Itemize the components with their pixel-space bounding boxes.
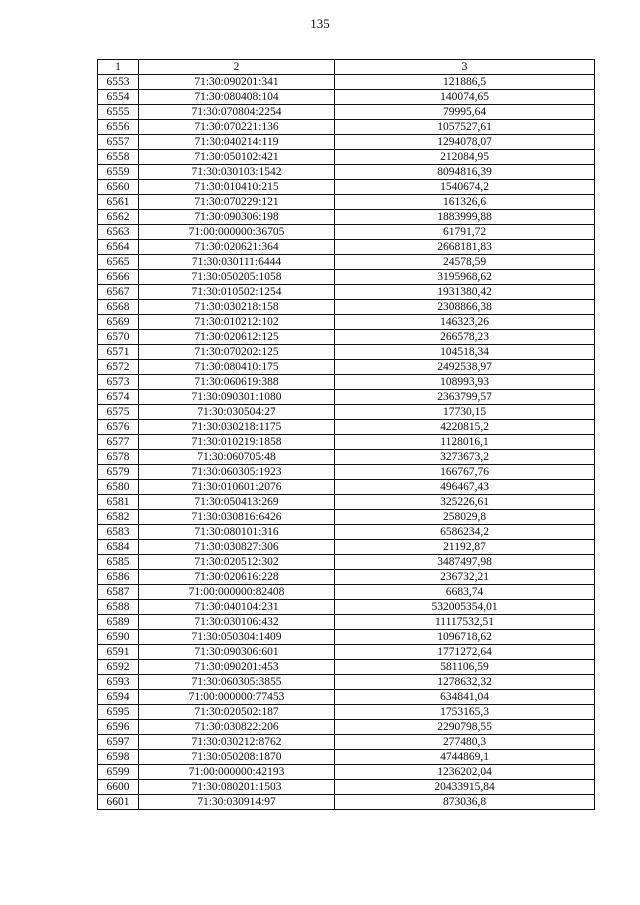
table-row	[98, 795, 595, 810]
value-cell: 1096718,62	[335, 630, 595, 645]
table-row	[98, 390, 595, 405]
table-row	[98, 480, 595, 495]
cadastral-number-cell: 71:00:000000:77453	[139, 690, 335, 705]
cadastral-number-cell: 71:30:030827:306	[139, 540, 335, 555]
row-number-cell: 6593	[98, 675, 139, 690]
cadastral-number-cell: 71:30:040104:231	[139, 600, 335, 615]
row-number-cell: 6585	[98, 555, 139, 570]
row-number-cell: 6595	[98, 705, 139, 720]
table-row	[98, 585, 595, 600]
row-number-cell: 6561	[98, 195, 139, 210]
cadastral-number-cell: 71:30:030504:27	[139, 405, 335, 420]
cadastral-number-cell: 71:30:060305:1923	[139, 465, 335, 480]
value-cell: 79995,64	[335, 105, 595, 120]
table-row	[98, 435, 595, 450]
row-number-cell: 6601	[98, 795, 139, 810]
row-number-cell: 6573	[98, 375, 139, 390]
cadastral-number-cell: 71:30:030218:1175	[139, 420, 335, 435]
value-cell: 24578,59	[335, 255, 595, 270]
table-row	[98, 510, 595, 525]
table-row	[98, 300, 595, 315]
table-row	[98, 90, 595, 105]
value-cell: 277480,3	[335, 735, 595, 750]
table-row	[98, 165, 595, 180]
row-number-cell: 6557	[98, 135, 139, 150]
value-cell: 266578,23	[335, 330, 595, 345]
value-cell: 1883999,88	[335, 210, 595, 225]
table-row	[98, 120, 595, 135]
table-row	[98, 645, 595, 660]
table-row	[98, 345, 595, 360]
value-cell: 21192,87	[335, 540, 595, 555]
table-row	[98, 375, 595, 390]
row-number-cell: 6581	[98, 495, 139, 510]
table-row	[98, 270, 595, 285]
value-cell: 258029,8	[335, 510, 595, 525]
cadastral-number-cell: 71:30:050304:1409	[139, 630, 335, 645]
value-cell: 3195968,62	[335, 270, 595, 285]
cadastral-number-cell: 71:30:010601:2076	[139, 480, 335, 495]
row-number-cell: 6554	[98, 90, 139, 105]
cadastral-number-cell: 71:30:050208:1870	[139, 750, 335, 765]
cadastral-number-cell: 71:30:010219:1858	[139, 435, 335, 450]
table-row	[98, 225, 595, 240]
row-number-cell: 6591	[98, 645, 139, 660]
row-number-cell: 6562	[98, 210, 139, 225]
row-number-cell: 6566	[98, 270, 139, 285]
cadastral-number-cell: 71:30:010410:215	[139, 180, 335, 195]
value-cell: 3487497,98	[335, 555, 595, 570]
cadastral-number-cell: 71:30:060305:3855	[139, 675, 335, 690]
cadastral-number-cell: 71:30:030212:8762	[139, 735, 335, 750]
value-cell: 3273673,2	[335, 450, 595, 465]
table-row	[98, 285, 595, 300]
table-row	[98, 210, 595, 225]
value-cell: 166767,76	[335, 465, 595, 480]
table-row	[98, 450, 595, 465]
cadastral-number-cell: 71:30:060705:48	[139, 450, 335, 465]
row-number-cell: 6579	[98, 465, 139, 480]
value-cell: 6586234,2	[335, 525, 595, 540]
table-row	[98, 135, 595, 150]
value-cell: 496467,43	[335, 480, 595, 495]
value-cell: 2668181,83	[335, 240, 595, 255]
cadastral-number-cell: 71:30:010502:1254	[139, 285, 335, 300]
cadastral-number-cell: 71:30:090301:1080	[139, 390, 335, 405]
table-row	[98, 495, 595, 510]
table-row	[98, 105, 595, 120]
cadastral-number-cell: 71:30:050102:421	[139, 150, 335, 165]
table-row	[98, 555, 595, 570]
row-number-cell: 6580	[98, 480, 139, 495]
row-number-cell: 6568	[98, 300, 139, 315]
value-cell: 634841,04	[335, 690, 595, 705]
cadastral-number-cell: 71:00:000000:82408	[139, 585, 335, 600]
value-cell: 2363799,57	[335, 390, 595, 405]
page-number: 135	[310, 16, 330, 31]
row-number-cell: 6597	[98, 735, 139, 750]
row-number-cell: 6576	[98, 420, 139, 435]
table-row	[98, 330, 595, 345]
table-row	[98, 525, 595, 540]
row-number-cell: 6600	[98, 780, 139, 795]
row-number-cell: 6558	[98, 150, 139, 165]
table-row	[98, 465, 595, 480]
row-number-cell: 6570	[98, 330, 139, 345]
cadastral-number-cell: 71:00:000000:36705	[139, 225, 335, 240]
table-row	[98, 705, 595, 720]
row-number-cell: 6555	[98, 105, 139, 120]
table-row	[98, 750, 595, 765]
table-row	[98, 675, 595, 690]
table-body	[98, 75, 595, 810]
table-row	[98, 765, 595, 780]
row-number-cell: 6564	[98, 240, 139, 255]
row-number-cell: 6588	[98, 600, 139, 615]
cadastral-number-cell: 71:30:030914:97	[139, 795, 335, 810]
value-cell: 20433915,84	[335, 780, 595, 795]
cadastral-number-cell: 71:30:050413:269	[139, 495, 335, 510]
table-row	[98, 630, 595, 645]
table-row	[98, 570, 595, 585]
table-row	[98, 420, 595, 435]
value-cell: 236732,21	[335, 570, 595, 585]
cadastral-number-cell: 71:30:080101:316	[139, 525, 335, 540]
cadastral-number-cell: 71:30:020616:228	[139, 570, 335, 585]
table-row	[98, 240, 595, 255]
cadastral-number-cell: 71:30:030103:1542	[139, 165, 335, 180]
cadastral-number-cell: 71:00:000000:42193	[139, 765, 335, 780]
row-number-cell: 6586	[98, 570, 139, 585]
row-number-cell: 6594	[98, 690, 139, 705]
row-number-cell: 6556	[98, 120, 139, 135]
row-number-cell: 6574	[98, 390, 139, 405]
row-number-cell: 6560	[98, 180, 139, 195]
value-cell: 2308866,38	[335, 300, 595, 315]
value-cell: 4744869,1	[335, 750, 595, 765]
table-row	[98, 720, 595, 735]
table-row	[98, 660, 595, 675]
value-cell: 17730,15	[335, 405, 595, 420]
value-cell: 1931380,42	[335, 285, 595, 300]
value-cell: 212084,95	[335, 150, 595, 165]
row-number-cell: 6577	[98, 435, 139, 450]
row-number-cell: 6565	[98, 255, 139, 270]
value-cell: 2290798,55	[335, 720, 595, 735]
table-row	[98, 360, 595, 375]
value-cell: 108993,93	[335, 375, 595, 390]
value-cell: 873036,8	[335, 795, 595, 810]
table-row	[98, 690, 595, 705]
column-header-number: 1	[98, 60, 139, 75]
value-cell: 532005354,01	[335, 600, 595, 615]
cadastral-number-cell: 71:30:050205:1058	[139, 270, 335, 285]
table-row	[98, 75, 595, 90]
table-row	[98, 780, 595, 795]
row-number-cell: 6563	[98, 225, 139, 240]
cadastral-number-cell: 71:30:070202:125	[139, 345, 335, 360]
row-number-cell: 6589	[98, 615, 139, 630]
value-cell: 1753165,3	[335, 705, 595, 720]
table-row	[98, 180, 595, 195]
cadastral-number-cell: 71:30:090306:601	[139, 645, 335, 660]
value-cell: 121886,5	[335, 75, 595, 90]
cadastral-number-cell: 71:30:020502:187	[139, 705, 335, 720]
cadastral-number-cell: 71:30:040214:119	[139, 135, 335, 150]
cadastral-number-cell: 71:30:030111:6444	[139, 255, 335, 270]
value-cell: 8094816,39	[335, 165, 595, 180]
row-number-cell: 6553	[98, 75, 139, 90]
cadastral-number-cell: 71:30:080410:175	[139, 360, 335, 375]
row-number-cell: 6592	[98, 660, 139, 675]
cadastral-number-cell: 71:30:070229:121	[139, 195, 335, 210]
cadastral-number-cell: 71:30:020612:125	[139, 330, 335, 345]
row-number-cell: 6578	[98, 450, 139, 465]
column-header-cadastral-number: 2	[139, 60, 335, 75]
table-row	[98, 150, 595, 165]
table-row	[98, 600, 595, 615]
column-header-value: 3	[335, 60, 595, 75]
row-number-cell: 6599	[98, 765, 139, 780]
value-cell: 581106,59	[335, 660, 595, 675]
value-cell: 1128016,1	[335, 435, 595, 450]
cadastral-number-cell: 71:30:030822:206	[139, 720, 335, 735]
row-number-cell: 6582	[98, 510, 139, 525]
value-cell: 104518,34	[335, 345, 595, 360]
table-row	[98, 540, 595, 555]
value-cell: 1278632,32	[335, 675, 595, 690]
row-number-cell: 6598	[98, 750, 139, 765]
value-cell: 140074,65	[335, 90, 595, 105]
row-number-cell: 6569	[98, 315, 139, 330]
cadastral-number-cell: 71:30:030816:6426	[139, 510, 335, 525]
row-number-cell: 6572	[98, 360, 139, 375]
cadastral-number-cell: 71:30:080201:1503	[139, 780, 335, 795]
row-number-cell: 6559	[98, 165, 139, 180]
row-number-cell: 6590	[98, 630, 139, 645]
header-row	[98, 60, 595, 75]
table-header	[98, 60, 595, 75]
value-cell: 1294078,07	[335, 135, 595, 150]
value-cell: 161326,6	[335, 195, 595, 210]
cadastral-number-cell: 71:30:070221:136	[139, 120, 335, 135]
cadastral-number-cell: 71:30:020512:302	[139, 555, 335, 570]
cadastral-number-cell: 71:30:090201:341	[139, 75, 335, 90]
cadastral-number-cell: 71:30:010212:102	[139, 315, 335, 330]
cadastral-number-cell: 71:30:080408:104	[139, 90, 335, 105]
value-cell: 1236202,04	[335, 765, 595, 780]
table-row	[98, 735, 595, 750]
registry-table	[97, 59, 595, 810]
value-cell: 4220815,2	[335, 420, 595, 435]
value-cell: 61791,72	[335, 225, 595, 240]
value-cell: 146323,26	[335, 315, 595, 330]
value-cell: 11117532,51	[335, 615, 595, 630]
cadastral-number-cell: 71:30:060619:388	[139, 375, 335, 390]
cadastral-number-cell: 71:30:030106:432	[139, 615, 335, 630]
row-number-cell: 6587	[98, 585, 139, 600]
row-number-cell: 6596	[98, 720, 139, 735]
row-number-cell: 6583	[98, 525, 139, 540]
value-cell: 2492538,97	[335, 360, 595, 375]
cadastral-number-cell: 71:30:090306:198	[139, 210, 335, 225]
cadastral-number-cell: 71:30:090201:453	[139, 660, 335, 675]
row-number-cell: 6567	[98, 285, 139, 300]
cadastral-number-cell: 71:30:030218:158	[139, 300, 335, 315]
value-cell: 325226,61	[335, 495, 595, 510]
table-row	[98, 255, 595, 270]
table-row	[98, 615, 595, 630]
cadastral-number-cell: 71:30:070804:2254	[139, 105, 335, 120]
row-number-cell: 6571	[98, 345, 139, 360]
table-row	[98, 195, 595, 210]
value-cell: 6683,74	[335, 585, 595, 600]
value-cell: 1540674,2	[335, 180, 595, 195]
cadastral-number-cell: 71:30:020621:364	[139, 240, 335, 255]
value-cell: 1057527,61	[335, 120, 595, 135]
row-number-cell: 6584	[98, 540, 139, 555]
table-row	[98, 405, 595, 420]
value-cell: 1771272,64	[335, 645, 595, 660]
row-number-cell: 6575	[98, 405, 139, 420]
table-row	[98, 315, 595, 330]
